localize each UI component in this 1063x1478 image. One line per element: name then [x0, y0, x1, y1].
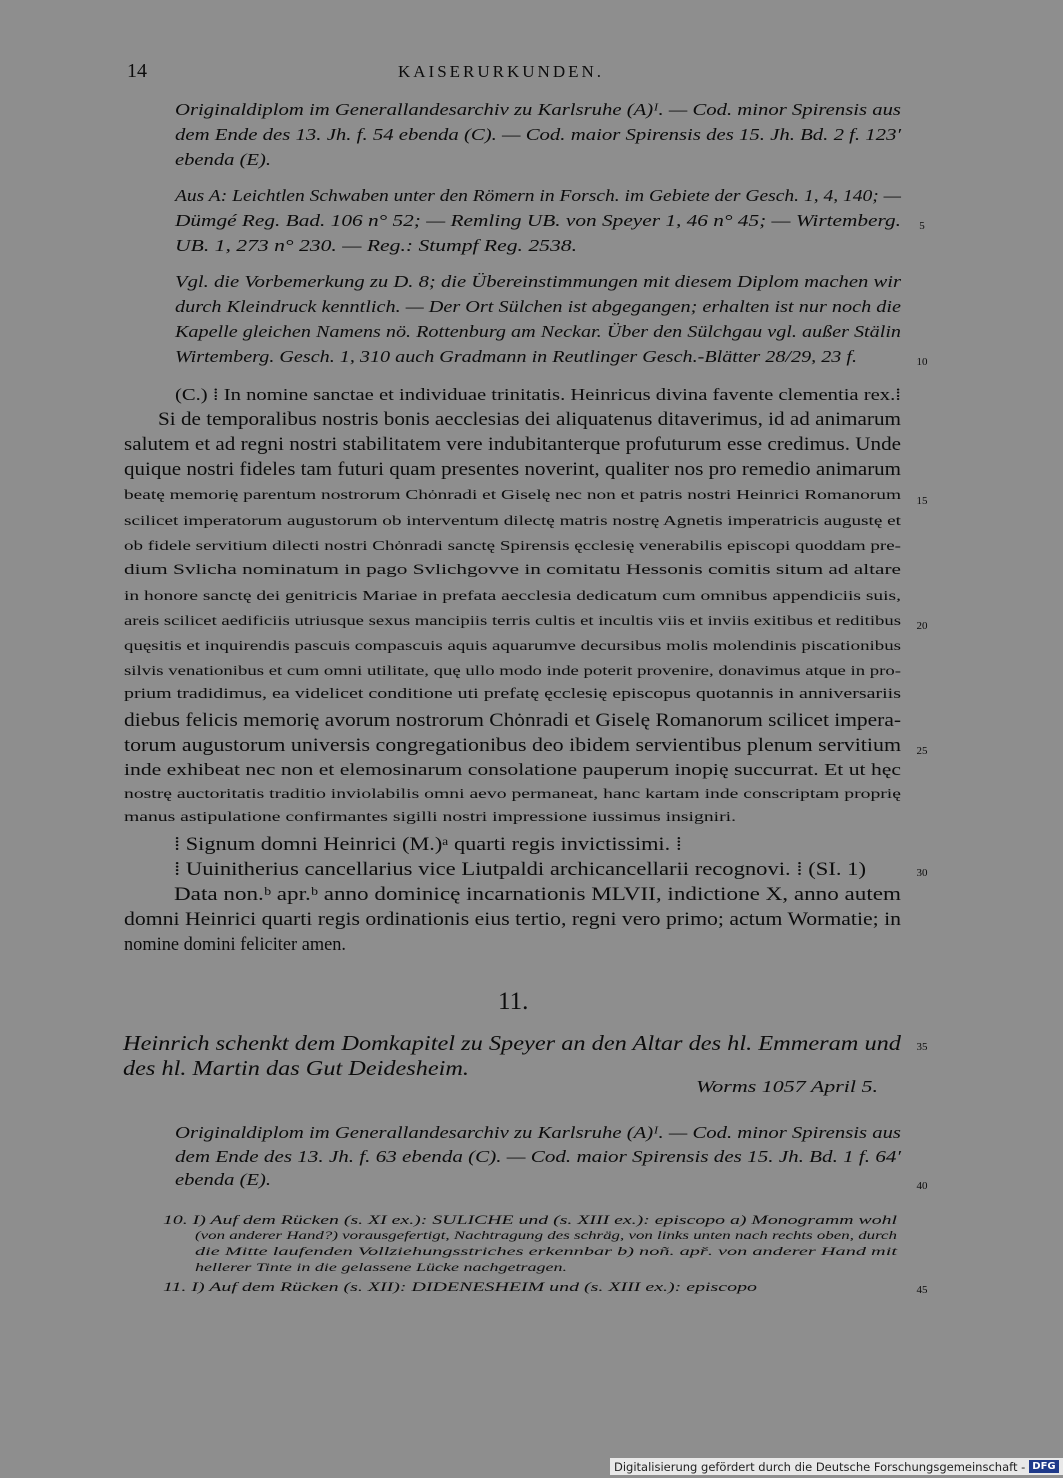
margin-line-number: 35: [916, 1041, 928, 1053]
text-line: durch Kleindruck kenntlich. — Der Ort Sülchen ist abgegangen; erhalten ist nur noch die: [175, 297, 901, 316]
text-line: domni Heinrici quarti regis ordinationis eius tertio, regni vero primo; actum Wormatie; in: [124, 909, 901, 930]
text-line: dem Ende des 13. Jh. f. 63 ebenda (C). — Cod. maior Spirensis des 15. Jh. Bd. 1 f. 64′: [175, 1147, 901, 1166]
text-line: Si de temporalibus nostris bonis aecclesias dei aliquatenus ditaverimus, id ad animarum: [158, 409, 901, 430]
digitization-footer: [610, 1458, 1063, 1475]
text-line: scilicet imperatorum augustorum ob interventum dilectę matris nostrę Agnetis imperatricis augustę et: [124, 514, 902, 529]
text-line: manus astipulatione confirmantes sigilli nostri impressione iussimus insigniri.: [124, 810, 736, 825]
dfg-logo: DFG: [1029, 1460, 1058, 1473]
text-line: diebus felicis memorię avorum nostrorum Chȯnradi et Giselę Romanorum scilicet impera-: [124, 710, 901, 731]
text-line: Aus A: Leichtlen Schwaben unter den Römern in Forsch. im Gebiete der Gesch. 1, 4, 140; —: [175, 186, 901, 205]
text-line: 11. I) Auf dem Rücken (s. XII): DIDENESHEIM und (s. XIII ex.): episcopo: [163, 1279, 757, 1294]
text-line: Kapelle gleichen Namens nö. Rottenburg am Neckar. Über den Sülchgau vgl. außer Stälin: [175, 322, 902, 341]
text-line: Dümgé Reg. Bad. 106 n° 52; — Remling UB. von Speyer 1, 46 n° 45; — Wirtemberg.: [175, 211, 901, 230]
margin-line-number: 45: [916, 1284, 928, 1296]
text-line: dium Svlicha nominatum in pago Svlichgovve in comitatu Hessonis comitis situm ad altare: [124, 562, 901, 578]
text-line: ⁞ Uuinitherius cancellarius vice Liutpaldi archicancellarii recognovi. ⁞ (SI. 1): [174, 859, 866, 880]
text-line: (C.) ⁞ In nomine sanctae et individuae trinitatis. Heinricus divina favente clementia rex.⁞: [175, 385, 902, 404]
text-line: quęsitis et inquirendis pascuis compascuis aquis aquarumve decursibus molis molendinis piscationibus: [124, 639, 901, 654]
header-title: KAISERURKUNDEN.: [398, 62, 605, 81]
text-line: silvis venationibus et cum omni utilitate, quę ullo modo inde poterit provenire, donavimus atque in pro-: [124, 664, 901, 679]
text-line: hellerer Tinte in die gelassene Lücke nachgetragen.: [195, 1260, 567, 1274]
text-line: 10. I) Auf dem Rücken (s. XI ex.): SULICHE und (s. XIII ex.): episcopo a) Monogramm wohl: [163, 1212, 897, 1227]
margin-line-number: 25: [916, 745, 928, 757]
text-line: ebenda (E).: [175, 150, 271, 169]
footer-text: Digitalisierung gefördert durch die Deutsche Forschungsgemeinschaft -: [614, 1459, 1026, 1474]
text-line: Originaldiplom im Generallandesarchiv zu Karlsruhe (A)ᴵ. — Cod. minor Spirensis aus: [175, 100, 901, 119]
text-line: Data non.ᵇ apr.ᵇ anno dominicę incarnationis MLVII, indictione X, anno autem: [174, 884, 901, 905]
text-line: in honore sanctę dei genitricis Mariae in prefata aecclesia dedicatum cum omnibus appendiciis suis,: [124, 589, 901, 604]
running-header: [0, 60, 1000, 84]
text-line: des hl. Martin das Gut Deidesheim.: [123, 1056, 469, 1080]
margin-line-number: 5: [919, 220, 925, 232]
text-line: die Mitte laufenden Vollziehungsstriches erkennbar b) noñ. apř. von anderer Hand mit: [195, 1244, 897, 1258]
margin-line-number: 40: [916, 1180, 928, 1192]
text-line: quique nostri fideles tam futuri quam presentes noverint, qualiter nos pro remedio animarum: [124, 459, 901, 480]
margin-line-number: 10: [916, 356, 928, 368]
text-line: ebenda (E).: [175, 1170, 271, 1189]
text-line: (von anderer Hand?) vorausgefertigt, Nachtragung des schräg, von links unten nach rechts oben, durch: [195, 1228, 897, 1242]
text-line: beatę memorię parentum nostrorum Chȯnradi et Giselę nec non et patris nostri Heinrici Romanorum: [124, 488, 901, 503]
text-line: Heinrich schenkt dem Domkapitel zu Speyer an den Altar des hl. Emmeram und: [123, 1031, 901, 1055]
margin-line-number: 30: [916, 867, 928, 879]
text-line: salutem et ad regni nostri stabilitatem vere indubitanterque profuturum esse credimus. Unde: [124, 434, 901, 455]
margin-line-number: 20: [916, 620, 928, 632]
text-line: Vgl. die Vorbemerkung zu D. 8; die Übereinstimmungen mit diesem Diplom machen wir: [175, 272, 901, 291]
text-line: dem Ende des 13. Jh. f. 54 ebenda (C). — Cod. maior Spirensis des 15. Jh. Bd. 2 f. 123′: [175, 125, 901, 144]
text-line: inde exhibeat nec non et elemosinarum consolatione pauperum inopię succurrat. Et ut hęc: [124, 760, 901, 779]
text-line: areis scilicet aedificiis utriusque sexus mancipiis terris cultis et incultis viis et inviis exitibus et reditibus: [124, 614, 901, 629]
page-number: 14: [127, 60, 147, 82]
text-line: UB. 1, 273 n° 230. — Reg.: Stumpf Reg. 2538.: [175, 236, 577, 255]
text-line: Wirtemberg. Gesch. 1, 310 auch Gradmann in Reutlinger Gesch.-Blätter 28/29, 23 f.: [175, 347, 857, 366]
text-line: prium tradidimus, ea videlicet conditione uti prefatę ęcclesię episcopus quotannis in anniversariis: [124, 686, 901, 702]
text-line: torum augustorum universis congregationibus deo ibidem servientibus plenum servitium: [124, 735, 901, 756]
text-line: nostrę auctoritatis traditio inviolabilis omni aevo permaneat, hanc kartam inde conscriptam proprię: [124, 787, 901, 802]
text-line: Worms 1057 April 5.: [696, 1077, 878, 1096]
text-line: ob fidele servitium dilecti nostri Chȯnradi sanctę Spirensis ęcclesię venerabilis episcopi quoddam pre-: [124, 539, 901, 554]
section-number: 11.: [498, 988, 529, 1015]
margin-line-number: 15: [916, 495, 928, 507]
text-line: Originaldiplom im Generallandesarchiv zu Karlsruhe (A)ᴵ. — Cod. minor Spirensis aus: [175, 1123, 901, 1142]
text-line: ⁞ Signum domni Heinrici (M.)ᵃ quarti regis invictissimi. ⁞: [174, 834, 682, 855]
text-line: nomine domini feliciter amen.: [124, 934, 346, 955]
